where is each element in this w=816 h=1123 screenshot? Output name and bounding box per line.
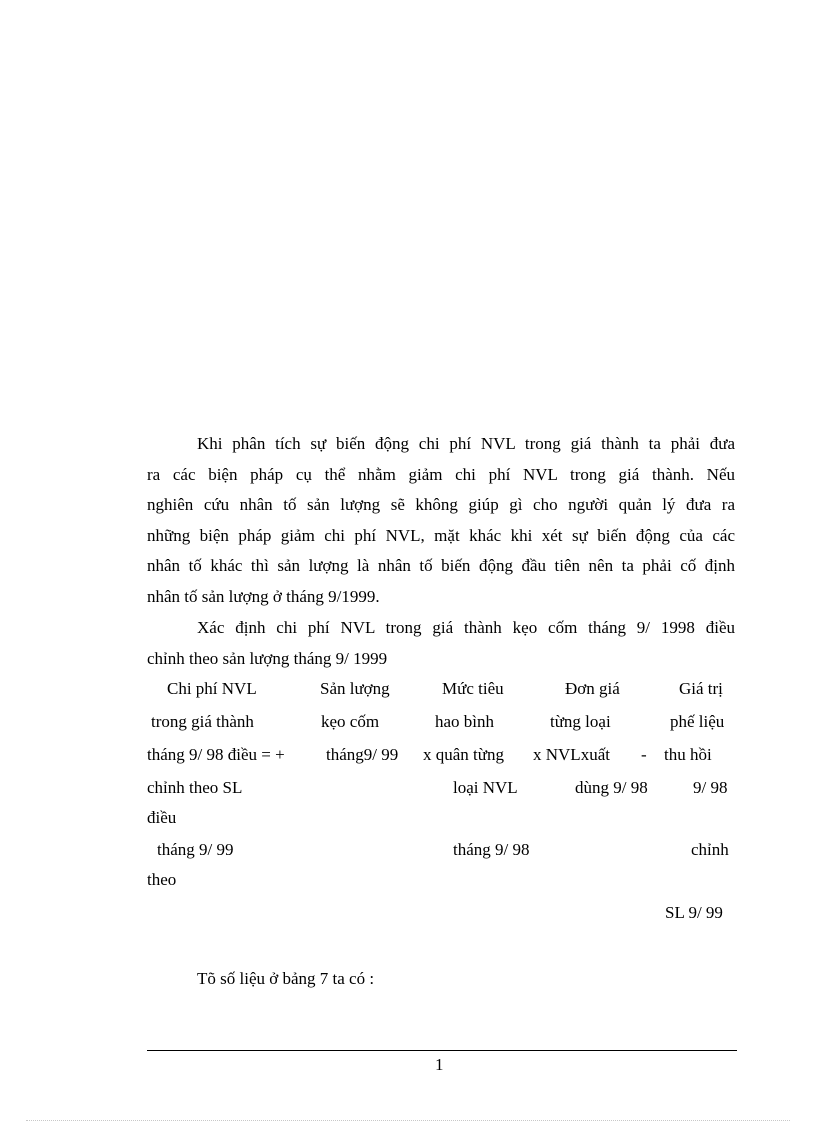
paragraph-1-line: nhân tố khác thì sản lượng là nhân tố biến động đầu tiên nên ta phải cố định bbox=[147, 556, 735, 575]
formula-col3-text: hao bình bbox=[435, 712, 495, 731]
formula-col1-text: tháng 9/ 98 điều = + bbox=[147, 745, 285, 764]
paragraph-1-line: Khi phân tích sự biến động chi phí NVL trong giá thành ta phải đưa bbox=[197, 434, 735, 453]
formula-col1-text: điều bbox=[147, 808, 177, 827]
formula-col5-text: 9/ 98 bbox=[693, 778, 728, 797]
paragraph-2-line: chỉnh theo sản lượng tháng 9/ 1999 bbox=[147, 648, 388, 668]
paragraph-2 bbox=[147, 613, 735, 674]
formula-col1-text: Chi phí NVL bbox=[167, 679, 257, 698]
formula-col2-text: Sản lượng bbox=[320, 679, 390, 698]
formula-col2-text: tháng9/ 99 bbox=[326, 745, 399, 764]
formula-minus-sign: - bbox=[641, 745, 647, 764]
paragraph-1 bbox=[147, 429, 735, 612]
formula-col4-text: x NVLxuất bbox=[533, 745, 610, 764]
formula-col4-text: dùng 9/ 98 bbox=[575, 778, 648, 797]
formula-col1-text: tháng 9/ 99 bbox=[157, 840, 234, 859]
formula-col5-text: phế liệu bbox=[670, 712, 725, 731]
formula-col5-text: thu hồi bbox=[664, 745, 712, 764]
formula-col3-text: Mức tiêu bbox=[442, 679, 504, 698]
formula-col5-text: SL 9/ 99 bbox=[665, 903, 723, 922]
paragraph-1-line: ra các biện pháp cụ thể nhằm giảm chi phí NVL trong giá thành. Nếu bbox=[147, 464, 735, 484]
formula-col4-text: từng loại bbox=[550, 712, 611, 731]
paragraph-2-line: Xác định chi phí NVL trong giá thành kẹo cốm tháng 9/ 1998 điều bbox=[197, 618, 735, 637]
page-bottom-border bbox=[26, 1120, 790, 1121]
formula-col3-text: loại NVL bbox=[453, 778, 518, 797]
paragraph-1-line: những biện pháp giảm chi phí NVL, mặt khác khi xét sự biến động của các bbox=[147, 525, 735, 545]
formula-col4-text: Đơn giá bbox=[565, 679, 620, 698]
footer-divider bbox=[147, 1050, 737, 1051]
formula-col2-text: kẹo cốm bbox=[321, 712, 380, 731]
formula-col1-text: trong giá thành bbox=[151, 712, 254, 731]
formula-col3-text: x quân từng bbox=[423, 745, 504, 764]
formula-col1-text: theo bbox=[147, 870, 177, 889]
closing-text: Tõ số liệu ở bảng 7 ta có : bbox=[197, 969, 375, 988]
paragraph-1-line: nghiên cứu nhân tố sản lượng sẽ không giúp gì cho người quản lý đưa ra bbox=[147, 495, 735, 514]
page-number: 1 bbox=[435, 1055, 444, 1074]
formula-col3-text: tháng 9/ 98 bbox=[453, 840, 530, 859]
formula-col5-text: Giá trị bbox=[679, 679, 723, 698]
formula-col5-text: chỉnh bbox=[691, 840, 729, 859]
paragraph-1-line: nhân tố sản lượng ở tháng 9/1999. bbox=[147, 586, 380, 606]
formula-col1-text: chỉnh theo SL bbox=[147, 778, 243, 797]
